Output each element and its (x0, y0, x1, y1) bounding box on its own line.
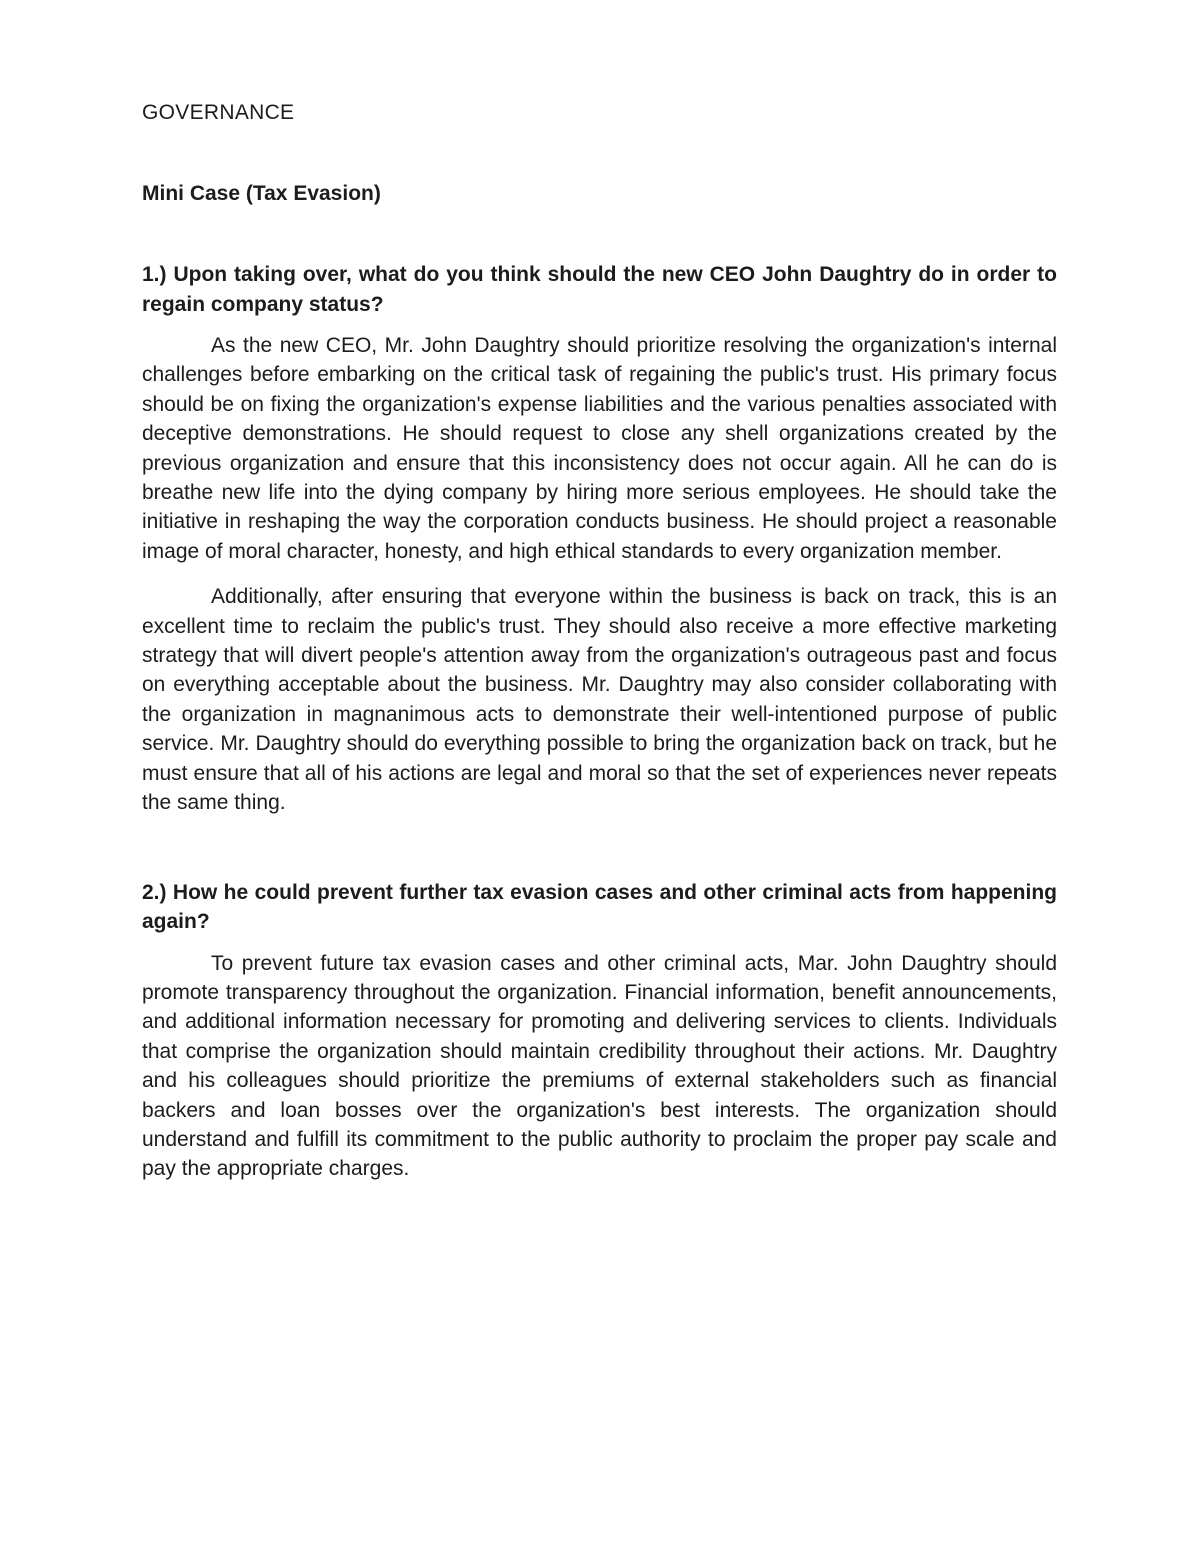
section-question-1 (142, 260, 1057, 818)
answer-2-paragraph-1: To prevent future tax evasion cases and other criminal acts, Mar. John Daughtry should promote transparency throughout the organization. Financial information, benefit announcements, and additional information necessary for promoting and delivering services to clients. Individuals that comprise the organization should maintain credibility throughout their actions. Mr. Daughtry and his colleagues should prioritize the premiums of external stakeholders such as financial backers and loan bosses over the organization's best interests. The organization should understand and fulfill its commitment to the public authority to proclaim the proper pay scale and pay the appropriate charges. (142, 951, 1057, 1181)
answer-1-paragraph-1: As the new CEO, Mr. John Daughtry should prioritize resolving the organization's internal challenges before embarking on the critical task of regaining the public's trust. His primary focus should be on fixing the organization's expense liabilities and the various penalties associated with deceptive demonstrations. He should request to close any shell organizations created by the previous organization and ensure that this inconsistency does not occur again. All he can do is breathe new life into the dying company by hiring more serious employees. He should take the initiative in reshaping the way the corporation conducts business. He should project a reasonable image of moral character, honesty, and high ethical standards to every organization member. (142, 334, 1057, 563)
document-title: GOVERNANCE (142, 101, 295, 124)
question-1-heading: 1.) Upon taking over, what do you think should the new CEO John Daughtry do in order to regain company status? (142, 263, 1057, 316)
section-question-2 (142, 878, 1057, 1184)
answer-1-paragraph-2: Additionally, after ensuring that everyone within the business is back on track, this is an excellent time to reclaim the public's trust. They should also receive a more effective marketing strategy that will divert people's attention away from the organization's outrageous past and focus on everything acceptable about the business. Mr. Daughtry may also consider collaborating with the organization in magnanimous acts to demonstrate their well-intentioned purpose of public service. Mr. Daughtry should do everything possible to bring the organization back on track, but he must ensure that all of his actions are legal and moral so that the set of experiences never repeats the same thing. (142, 585, 1057, 815)
case-title: Mini Case (Tax Evasion) (142, 182, 381, 205)
question-2-heading: 2.) How he could prevent further tax evasion cases and other criminal acts from happening again? (142, 880, 1057, 933)
